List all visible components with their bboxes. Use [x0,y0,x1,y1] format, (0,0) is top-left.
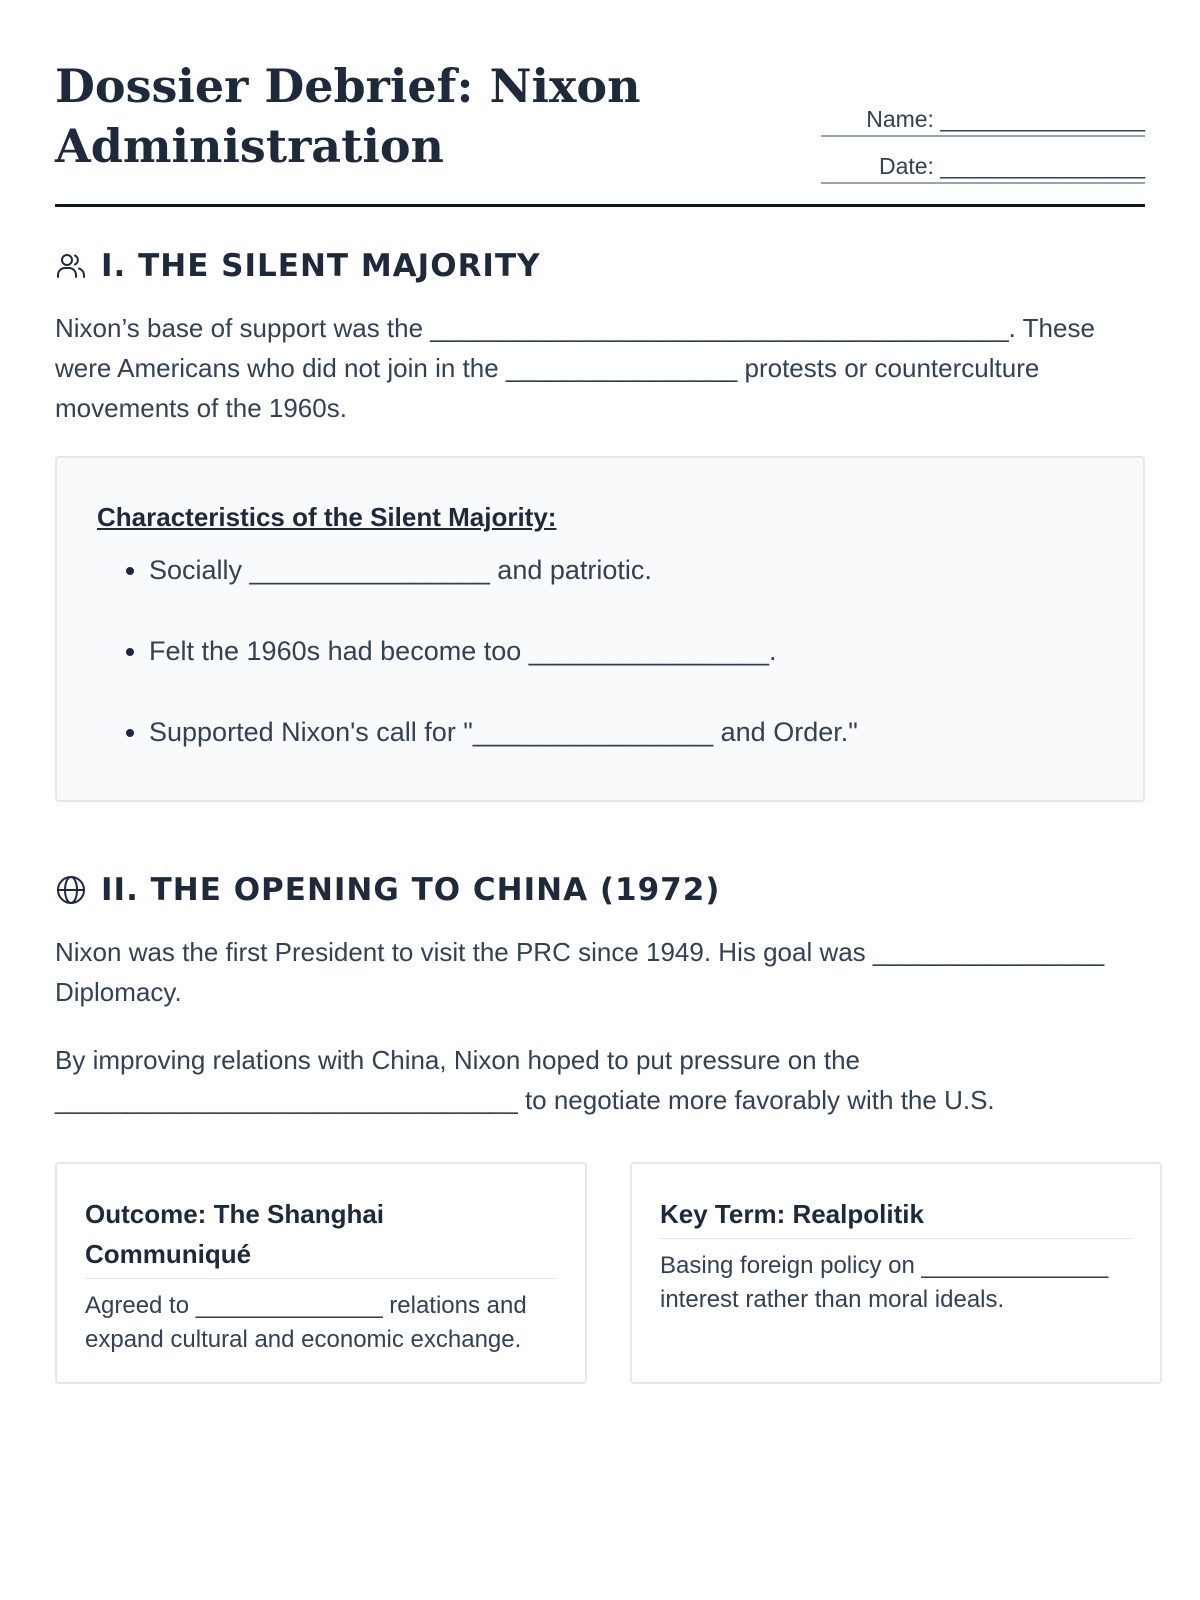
card-body: Basing foreign policy on ______________ interest rather than moral ideals. [660,1252,1109,1313]
china-paragraph-1: Nixon was the first President to visit the PRC since 1949. His goal was ________________ Diplomacy. [55,937,1105,1007]
name-field[interactable]: Name: ________________ [821,90,1145,137]
characteristics-title: Characteristics of the Silent Majority: [97,502,557,532]
characteristics-box [55,456,1145,802]
list-item: • Supported Nixon's call for "________________ and Order." [149,712,858,793]
worksheet-header [55,52,1145,207]
users-icon [55,250,87,282]
characteristics-list [97,550,858,793]
section-heading-silent-majority [55,248,541,284]
card-title: Outcome: The Shanghai Communiqué [85,1194,557,1279]
card-body: Agreed to ______________ relations and expand cultural and economic exchange. [85,1292,527,1353]
student-info [821,90,1145,184]
page-title: Dossier Debrief: Nixon Administration [55,59,641,173]
section-heading-text: II. THE OPENING TO CHINA (1972) [101,872,721,908]
section-heading-text: I. THE SILENT MAJORITY [101,248,541,284]
section-heading-china [55,872,720,908]
china-paragraph-2: By improving relations with China, Nixon hoped to put pressure on the ________________________________ to negotiate more favorably with the U.S. [55,1045,995,1115]
date-field[interactable]: Date: ________________ [821,137,1145,184]
key-term-card [630,1162,1162,1384]
list-item: • Felt the 1960s had become too ________________. [149,631,858,712]
silent-majority-paragraph: Nixon’s base of support was the ________________________________________. These were Americans who did not join in the ________________ protests or counterculture movements of the 1960s. [55,313,1095,423]
globe-icon [55,874,87,906]
outcome-card [55,1162,587,1384]
list-item: • Socially ________________ and patriotic. [149,550,858,631]
card-title: Key Term: Realpolitik [660,1194,1132,1239]
